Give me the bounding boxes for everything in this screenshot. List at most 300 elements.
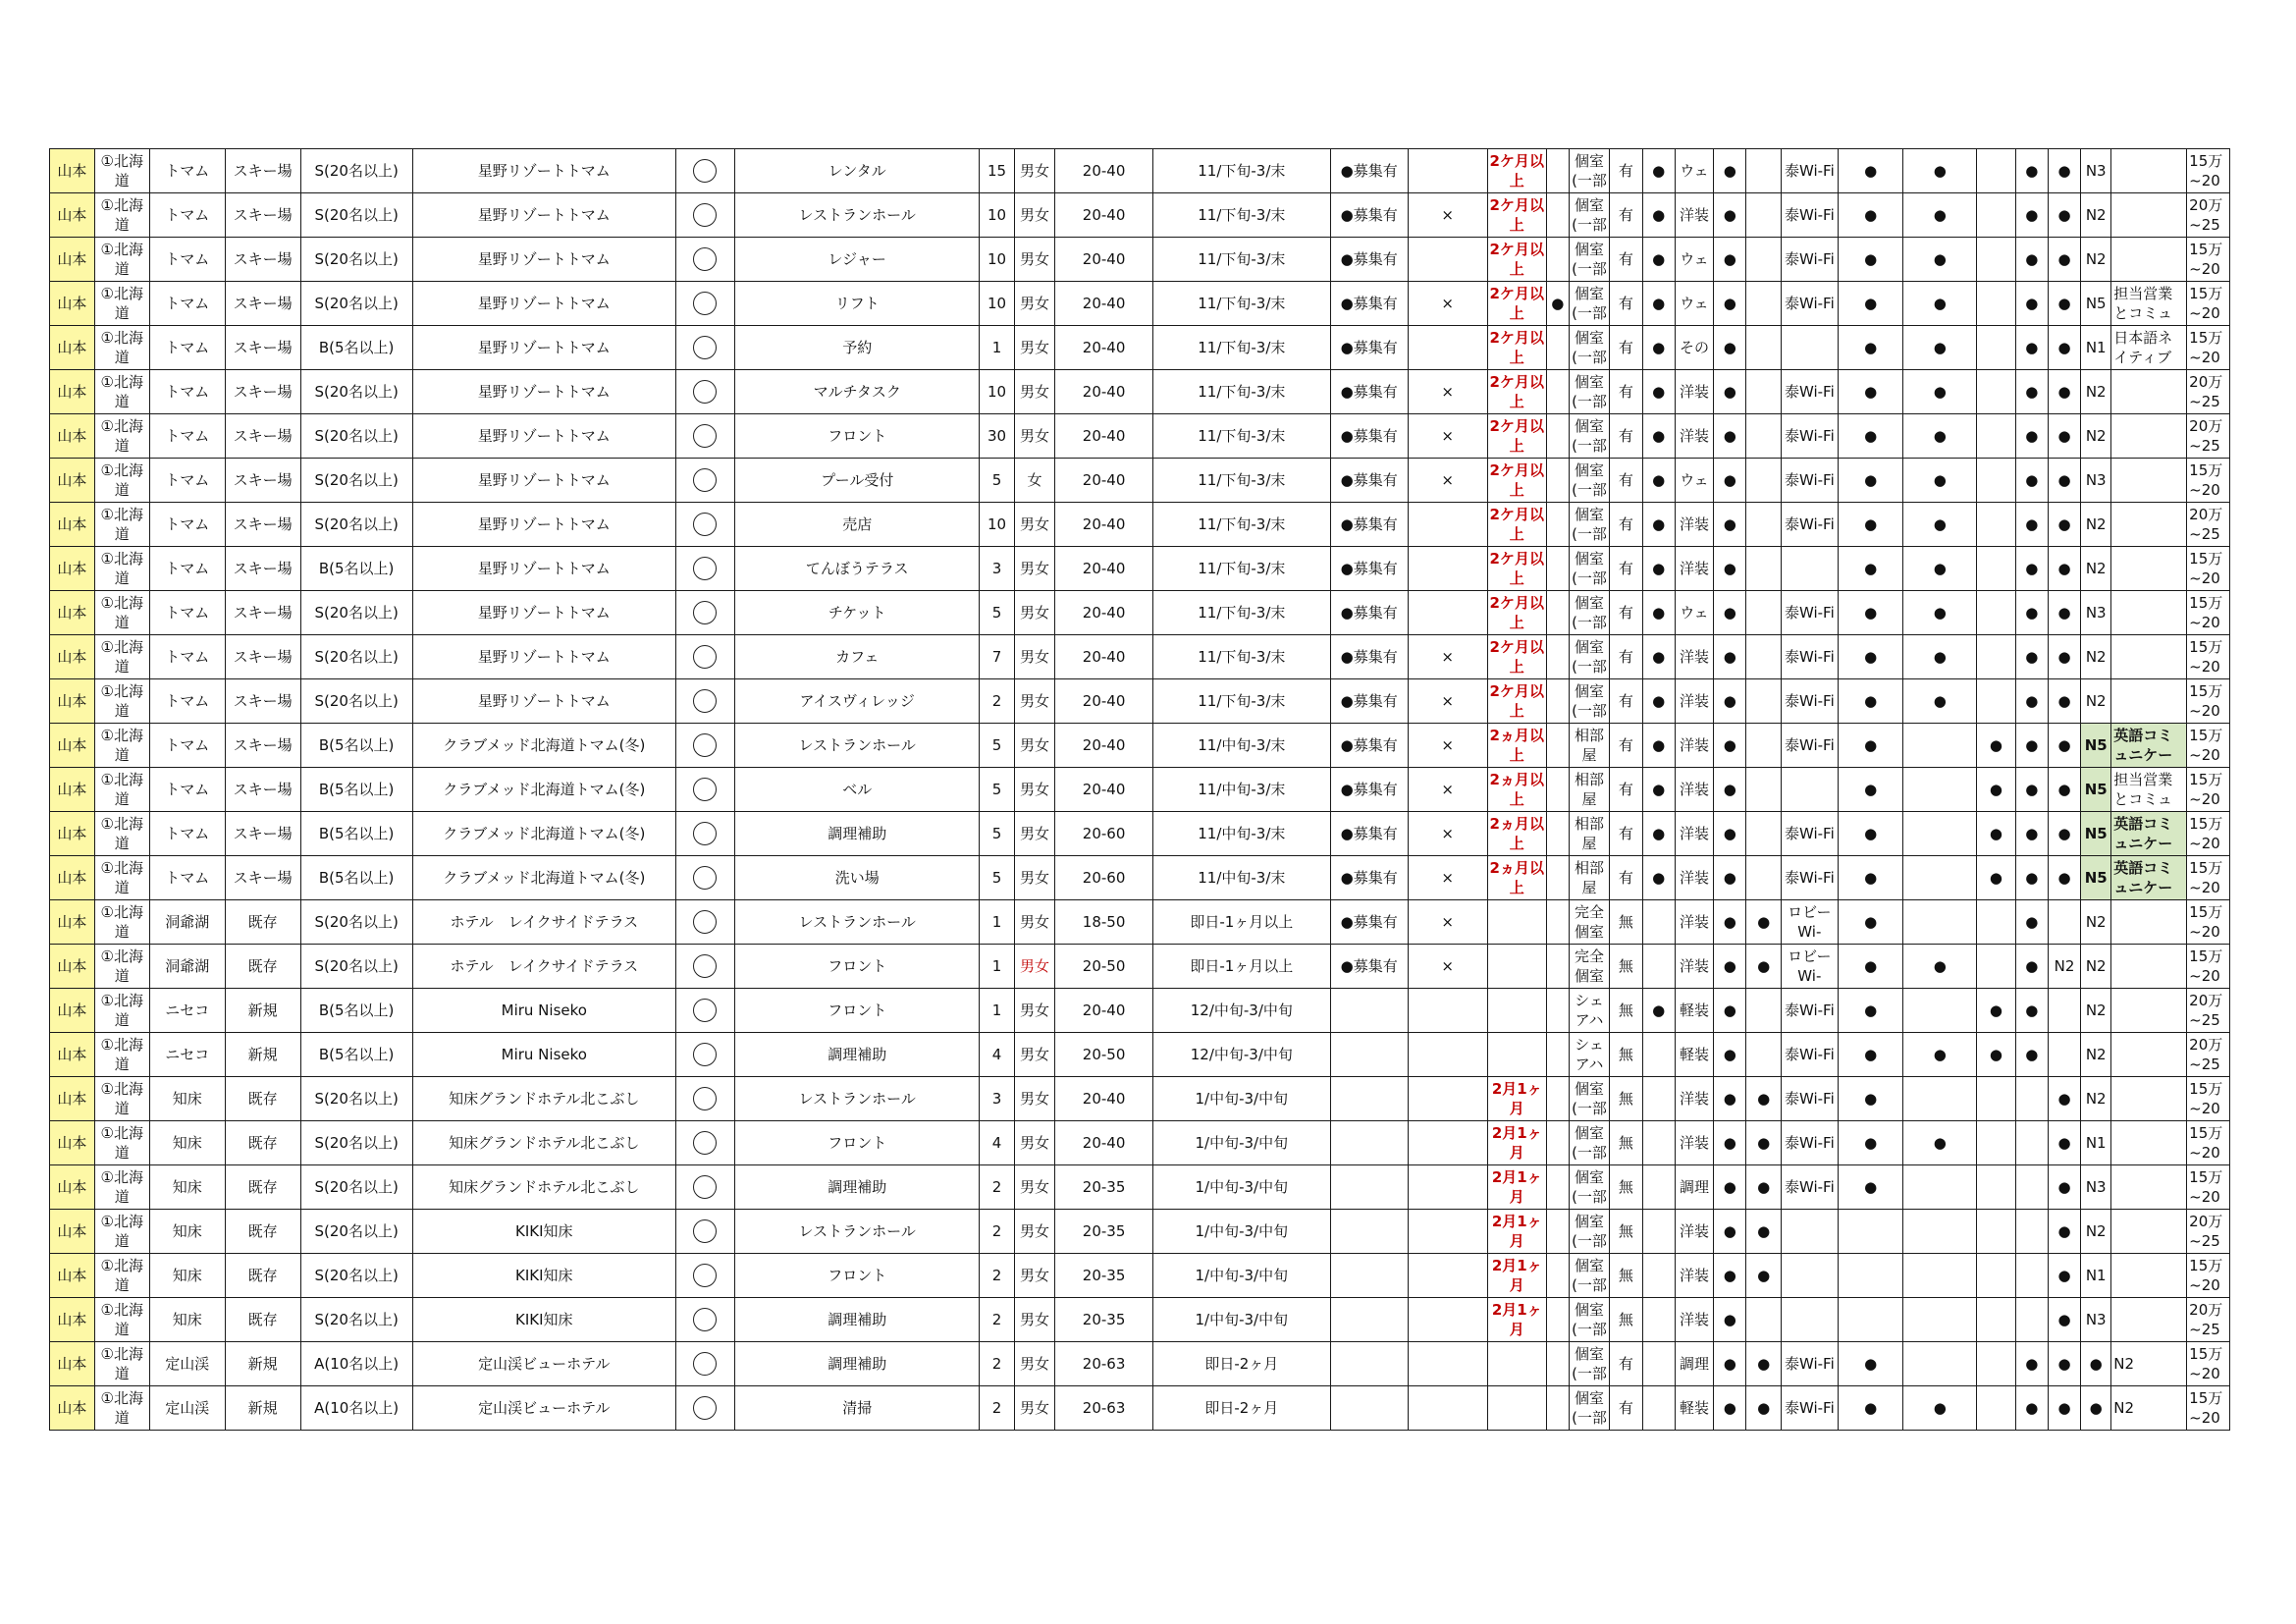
table-row [50,945,2230,989]
cell-c20: ● [1714,1298,1746,1342]
cell-c15 [1546,945,1569,989]
cell-c8: 5 [980,591,1014,635]
cell-c1: ①北海道 [94,326,149,370]
cell-c23: ● [1838,1077,1902,1121]
cell-c11: 11/中旬-3/末 [1152,724,1330,768]
circle-mark-icon [693,424,717,448]
cell-c8: 10 [980,370,1014,414]
cell-c29 [2111,945,2187,989]
cell-c14: 2ケ月以上 [1487,591,1546,635]
cell-c27: ● [2048,282,2080,326]
cell-c11: 11/下旬-3/末 [1152,193,1330,238]
cell-c29 [2111,547,2187,591]
cell-c19: 調理 [1675,1165,1713,1210]
cell-c24: ● [1903,1121,1977,1165]
cell-c6 [675,1121,734,1165]
cell-c28: N2 [2081,503,2111,547]
cell-c16: 個室(一部 [1569,1210,1610,1254]
cell-c16: 個室(一部 [1569,1121,1610,1165]
circle-mark-icon [693,513,717,536]
table-row [50,459,2230,503]
cell-c27: ● [2048,503,2080,547]
cell-c24 [1903,989,1977,1033]
cell-c26: ● [2015,900,2048,945]
cell-c19: 洋装 [1675,503,1713,547]
cell-c5: 星野リゾートトマム [412,459,675,503]
cell-c22: 泰Wi-Fi [1781,1386,1838,1431]
cell-c9: 男女 [1014,679,1055,724]
cell-c1: ①北海道 [94,591,149,635]
cell-c13: × [1408,370,1487,414]
cell-c20: ● [1714,1386,1746,1431]
cell-c22: 泰Wi-Fi [1781,812,1838,856]
cell-c24 [1903,1077,1977,1121]
cell-c10: 20-40 [1055,989,1153,1033]
cell-c29: N2 [2111,1342,2187,1386]
cell-c13: × [1408,282,1487,326]
cell-c9: 男女 [1014,326,1055,370]
cell-c2: 洞爺湖 [149,900,225,945]
cell-c29 [2111,149,2187,193]
cell-c7: レストランホール [735,193,980,238]
cell-c22 [1781,1298,1838,1342]
cell-c13 [1408,1077,1487,1121]
cell-c17: 有 [1610,635,1642,679]
cell-c11: 11/下旬-3/末 [1152,149,1330,193]
cell-c18: ● [1642,591,1675,635]
cell-c22: 泰Wi-Fi [1781,1121,1838,1165]
cell-c11: 11/下旬-3/末 [1152,547,1330,591]
cell-c27: ● [2048,193,2080,238]
cell-c4: S(20名以上) [300,1298,412,1342]
cell-c7: アイスヴィレッジ [735,679,980,724]
cell-c13 [1408,1165,1487,1210]
cell-c20: ● [1714,945,1746,989]
cell-c2: トマム [149,326,225,370]
cell-c29 [2111,459,2187,503]
cell-c25 [1977,1386,2015,1431]
cell-c25 [1977,459,2015,503]
cell-c17: 無 [1610,1210,1642,1254]
cell-c20: ● [1714,414,1746,459]
cell-c15 [1546,326,1569,370]
cell-c1: ①北海道 [94,1165,149,1210]
cell-c2: 知床 [149,1165,225,1210]
cell-c21 [1746,989,1781,1033]
cell-c2: トマム [149,503,225,547]
cell-c0: 山本 [50,547,95,591]
cell-c9: 男女 [1014,1298,1055,1342]
cell-c14: 2ケ月以上 [1487,635,1546,679]
cell-c5: 知床グランドホテル北こぶし [412,1077,675,1121]
cell-c22: 泰Wi-Fi [1781,1165,1838,1210]
cell-c27: ● [2048,547,2080,591]
cell-c12: ●募集有 [1330,238,1408,282]
cell-c25 [1977,547,2015,591]
cell-c12 [1330,1386,1408,1431]
cell-c2: トマム [149,635,225,679]
cell-c13: × [1408,900,1487,945]
cell-c30: 15万~20 [2187,547,2230,591]
cell-c12: ●募集有 [1330,900,1408,945]
cell-c21 [1746,1298,1781,1342]
cell-c11: 1/中旬-3/中旬 [1152,1254,1330,1298]
cell-c18: ● [1642,503,1675,547]
cell-c12: ●募集有 [1330,414,1408,459]
cell-c6 [675,238,734,282]
cell-c11: 11/下旬-3/末 [1152,414,1330,459]
cell-c16: 個室(一部 [1569,238,1610,282]
cell-c28: N3 [2081,1298,2111,1342]
cell-c18: ● [1642,547,1675,591]
circle-mark-icon [693,1352,717,1376]
cell-c23: ● [1838,812,1902,856]
cell-c25: ● [1977,989,2015,1033]
cell-c11: 12/中旬-3/中旬 [1152,989,1330,1033]
cell-c21: ● [1746,945,1781,989]
cell-c29 [2111,900,2187,945]
cell-c1: ①北海道 [94,768,149,812]
cell-c12: ●募集有 [1330,812,1408,856]
cell-c14: 2ヵ月以上 [1487,812,1546,856]
cell-c17: 無 [1610,1254,1642,1298]
cell-c24 [1903,900,1977,945]
cell-c2: トマム [149,591,225,635]
cell-c2: 定山渓 [149,1342,225,1386]
cell-c17: 無 [1610,1298,1642,1342]
table-row [50,1298,2230,1342]
cell-c13 [1408,1298,1487,1342]
cell-c5: 定山渓ビューホテル [412,1342,675,1386]
cell-c22: 泰Wi-Fi [1781,1342,1838,1386]
cell-c7: プール受付 [735,459,980,503]
cell-c26 [2015,1298,2048,1342]
cell-c10: 20-40 [1055,414,1153,459]
cell-c28: N2 [2081,945,2111,989]
cell-c18: ● [1642,414,1675,459]
cell-c13 [1408,503,1487,547]
cell-c4: S(20名以上) [300,414,412,459]
cell-c9: 男女 [1014,1342,1055,1386]
cell-c0: 山本 [50,591,95,635]
cell-c17: 有 [1610,768,1642,812]
cell-c19: 洋装 [1675,724,1713,768]
cell-c2: トマム [149,724,225,768]
cell-c17: 無 [1610,1165,1642,1210]
circle-mark-icon [693,1264,717,1287]
cell-c28: N2 [2081,1210,2111,1254]
cell-c21: ● [1746,1254,1781,1298]
cell-c25: ● [1977,812,2015,856]
cell-c1: ①北海道 [94,414,149,459]
cell-c9: 男女 [1014,414,1055,459]
cell-c30: 15万~20 [2187,326,2230,370]
cell-c25 [1977,370,2015,414]
cell-c7: レストランホール [735,900,980,945]
cell-c22 [1781,547,1838,591]
cell-c9: 男女 [1014,635,1055,679]
cell-c30: 15万~20 [2187,856,2230,900]
cell-c3: 既存 [225,1298,300,1342]
cell-c27: ● [2048,679,2080,724]
cell-c9: 男女 [1014,1254,1055,1298]
cell-c24 [1903,1254,1977,1298]
cell-c12 [1330,1121,1408,1165]
cell-c28: N3 [2081,149,2111,193]
cell-c12 [1330,1298,1408,1342]
cell-c0: 山本 [50,1254,95,1298]
cell-c3: スキー場 [225,503,300,547]
cell-c24 [1903,1210,1977,1254]
cell-c29 [2111,1254,2187,1298]
cell-c14: 2ケ月以上 [1487,282,1546,326]
cell-c6 [675,945,734,989]
cell-c4: B(5名以上) [300,1033,412,1077]
cell-c13 [1408,1121,1487,1165]
cell-c1: ①北海道 [94,149,149,193]
cell-c20: ● [1714,856,1746,900]
cell-c20: ● [1714,724,1746,768]
cell-c26: ● [2015,238,2048,282]
cell-c8: 5 [980,768,1014,812]
cell-c3: 既存 [225,1121,300,1165]
cell-c2: トマム [149,856,225,900]
cell-c0: 山本 [50,149,95,193]
cell-c22: 泰Wi-Fi [1781,282,1838,326]
cell-c16: シェアハ [1569,1033,1610,1077]
cell-c11: 即日-2ヶ月 [1152,1342,1330,1386]
cell-c29: 担当営業とコミュ [2111,282,2187,326]
cell-c8: 5 [980,724,1014,768]
cell-c17: 有 [1610,1386,1642,1431]
cell-c6 [675,459,734,503]
cell-c19: 洋装 [1675,945,1713,989]
cell-c4: S(20名以上) [300,945,412,989]
cell-c16: 相部屋 [1569,768,1610,812]
cell-c23: ● [1838,193,1902,238]
cell-c28: N2 [2081,900,2111,945]
cell-c14 [1487,945,1546,989]
cell-c18: ● [1642,724,1675,768]
cell-c6 [675,1386,734,1431]
cell-c2: トマム [149,238,225,282]
cell-c12: ●募集有 [1330,149,1408,193]
cell-c10: 20-40 [1055,459,1153,503]
cell-c20: ● [1714,1210,1746,1254]
cell-c8: 2 [980,1210,1014,1254]
cell-c26: ● [2015,547,2048,591]
cell-c18 [1642,1254,1675,1298]
cell-c16: 個室(一部 [1569,1386,1610,1431]
cell-c7: フロント [735,414,980,459]
cell-c14: 2月1ヶ月 [1487,1165,1546,1210]
cell-c24: ● [1903,282,1977,326]
cell-c10: 20-40 [1055,591,1153,635]
cell-c8: 7 [980,635,1014,679]
cell-c1: ①北海道 [94,1342,149,1386]
cell-c6 [675,1210,734,1254]
cell-c16: 完全個室 [1569,900,1610,945]
cell-c13 [1408,326,1487,370]
cell-c10: 20-40 [1055,768,1153,812]
cell-c19: ウェ [1675,149,1713,193]
cell-c22: 泰Wi-Fi [1781,503,1838,547]
cell-c22: 泰Wi-Fi [1781,989,1838,1033]
cell-c1: ①北海道 [94,370,149,414]
cell-c9: 男女 [1014,193,1055,238]
cell-c18: ● [1642,238,1675,282]
table-row [50,414,2230,459]
cell-c18 [1642,1121,1675,1165]
cell-c6 [675,989,734,1033]
cell-c7: マルチタスク [735,370,980,414]
cell-c20: ● [1714,1077,1746,1121]
cell-c5: 星野リゾートトマム [412,282,675,326]
cell-c19: 洋装 [1675,768,1713,812]
cell-c15 [1546,1386,1569,1431]
cell-c12: ●募集有 [1330,193,1408,238]
cell-c14: 2ケ月以上 [1487,503,1546,547]
cell-c27: ● [2048,1077,2080,1121]
cell-c23: ● [1838,282,1902,326]
cell-c19: 洋装 [1675,414,1713,459]
cell-c11: 11/下旬-3/末 [1152,679,1330,724]
cell-c28: N2 [2081,547,2111,591]
cell-c16: 完全個室 [1569,945,1610,989]
cell-c16: 個室(一部 [1569,1077,1610,1121]
cell-c13: × [1408,724,1487,768]
cell-c29: 英語コミュニケー [2111,812,2187,856]
cell-c12 [1330,1165,1408,1210]
cell-c20: ● [1714,547,1746,591]
cell-c30: 20万~25 [2187,503,2230,547]
cell-c0: 山本 [50,1298,95,1342]
cell-c6 [675,414,734,459]
cell-c12: ●募集有 [1330,503,1408,547]
cell-c28: N2 [2081,989,2111,1033]
cell-c15 [1546,238,1569,282]
cell-c16: 個室(一部 [1569,1298,1610,1342]
cell-c0: 山本 [50,635,95,679]
cell-c10: 20-60 [1055,812,1153,856]
cell-c26 [2015,1165,2048,1210]
cell-c5: ホテル レイクサイドテラス [412,900,675,945]
cell-c4: S(20名以上) [300,149,412,193]
cell-c16: 個室(一部 [1569,1254,1610,1298]
cell-c10: 20-40 [1055,635,1153,679]
cell-c9: 男女 [1014,856,1055,900]
cell-c15 [1546,1342,1569,1386]
cell-c19: ウェ [1675,591,1713,635]
cell-c8: 30 [980,414,1014,459]
cell-c21 [1746,149,1781,193]
cell-c12: ●募集有 [1330,856,1408,900]
cell-c9: 男女 [1014,812,1055,856]
cell-c5: 知床グランドホテル北こぶし [412,1121,675,1165]
cell-c8: 10 [980,282,1014,326]
cell-c17: 有 [1610,459,1642,503]
cell-c16: 個室(一部 [1569,503,1610,547]
cell-c15 [1546,812,1569,856]
cell-c12: ●募集有 [1330,768,1408,812]
cell-c30: 20万~25 [2187,1298,2230,1342]
cell-c10: 20-40 [1055,193,1153,238]
cell-c8: 2 [980,1342,1014,1386]
cell-c2: トマム [149,812,225,856]
cell-c16: 個室(一部 [1569,1165,1610,1210]
cell-c16: 個室(一部 [1569,635,1610,679]
cell-c21 [1746,856,1781,900]
cell-c11: 11/下旬-3/末 [1152,503,1330,547]
cell-c7: フロント [735,945,980,989]
cell-c14: 2月1ヶ月 [1487,1298,1546,1342]
cell-c6 [675,326,734,370]
cell-c6 [675,1254,734,1298]
cell-c25 [1977,1210,2015,1254]
cell-c8: 4 [980,1121,1014,1165]
cell-c4: B(5名以上) [300,547,412,591]
cell-c26: ● [2015,149,2048,193]
table-row [50,1033,2230,1077]
cell-c15 [1546,989,1569,1033]
cell-c4: S(20名以上) [300,900,412,945]
cell-c0: 山本 [50,326,95,370]
cell-c16: 個室(一部 [1569,679,1610,724]
cell-c3: スキー場 [225,282,300,326]
cell-c26: ● [2015,459,2048,503]
cell-c18: ● [1642,856,1675,900]
cell-c17: 無 [1610,945,1642,989]
cell-c24 [1903,1165,1977,1210]
cell-c30: 15万~20 [2187,724,2230,768]
cell-c23: ● [1838,503,1902,547]
cell-c23: ● [1838,900,1902,945]
cell-c18: ● [1642,282,1675,326]
cell-c25 [1977,149,2015,193]
cell-c5: 星野リゾートトマム [412,370,675,414]
cell-c21 [1746,724,1781,768]
cell-c13: × [1408,856,1487,900]
cell-c27: ● [2048,414,2080,459]
cell-c9: 男女 [1014,768,1055,812]
cell-c21: ● [1746,1342,1781,1386]
table-row [50,635,2230,679]
table-row [50,1165,2230,1210]
cell-c0: 山本 [50,900,95,945]
cell-c1: ①北海道 [94,503,149,547]
cell-c30: 20万~25 [2187,370,2230,414]
cell-c25 [1977,193,2015,238]
cell-c3: スキー場 [225,591,300,635]
cell-c26: ● [2015,679,2048,724]
cell-c6 [675,370,734,414]
table-row [50,679,2230,724]
cell-c1: ①北海道 [94,1298,149,1342]
cell-c11: 1/中旬-3/中旬 [1152,1210,1330,1254]
table-row [50,547,2230,591]
cell-c11: 11/中旬-3/末 [1152,856,1330,900]
cell-c2: トマム [149,282,225,326]
cell-c3: スキー場 [225,635,300,679]
cell-c0: 山本 [50,238,95,282]
cell-c12: ●募集有 [1330,679,1408,724]
table-row [50,193,2230,238]
cell-c7: 調理補助 [735,1342,980,1386]
cell-c14 [1487,1386,1546,1431]
cell-c26: ● [2015,1386,2048,1431]
cell-c12 [1330,1342,1408,1386]
cell-c10: 20-40 [1055,149,1153,193]
